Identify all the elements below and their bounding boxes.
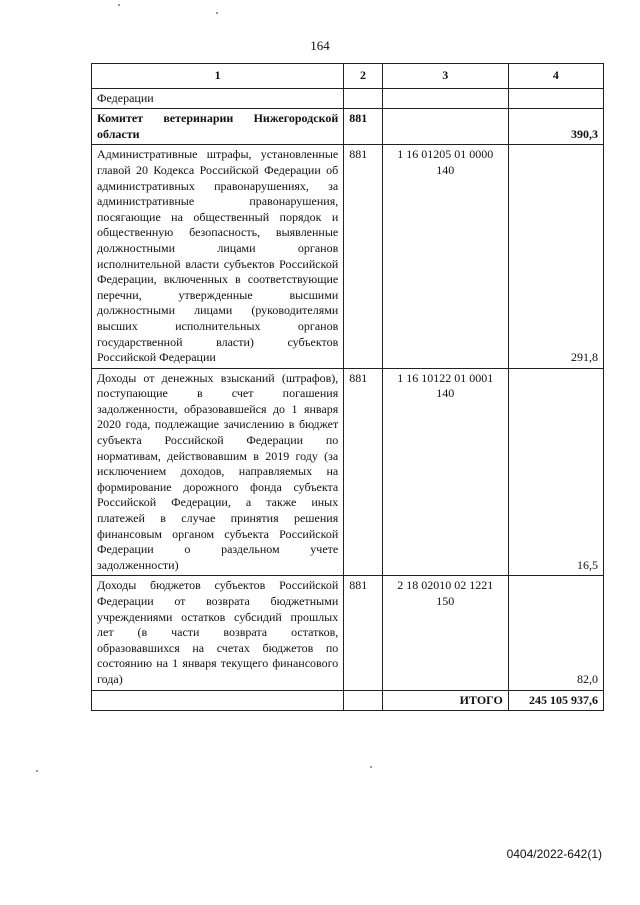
row-admin-code: 881: [344, 576, 382, 690]
scan-speck: [36, 770, 38, 772]
column-header-3: 3: [382, 64, 508, 89]
column-header-2: 2: [344, 64, 382, 89]
table-row: [92, 576, 604, 690]
table-row: [92, 145, 604, 368]
table-row-committee: [92, 109, 604, 145]
row-amount: 291,8: [508, 145, 603, 368]
column-header-4: 4: [508, 64, 603, 89]
row-description: Доходы от денежных взысканий (штрафов), поступающие в счет погашения задолженности, образовавшейся до 1 января 2020 года, подлежащие зачислению в бюджет субъекта Российской Федерации по нормативам, действовавшим в 2019 году (за исключением доходов, направляемых на формирование дорожного фонда субъекта Российской Федерации, а также иных платежей в случае принятия решения финансовым органом субъекта Российской Федерации о раздельном учете задолженности): [92, 368, 344, 576]
total-amount: 245 105 937,6: [508, 690, 603, 711]
table-header-row: [92, 64, 604, 89]
row-description: Комитет ветеринарии Нижегородской области: [92, 109, 344, 145]
row-description: Доходы бюджетов субъектов Российской Федерации от возврата бюджетными учреждениями остатков субсидий прошлых лет (в части возврата остатков, образовавшихся на счетах бюджетов по состоянию на 1 января текущего финансового года): [92, 576, 344, 690]
row-amount: [508, 88, 603, 109]
row-description: Административные штрафы, установленные главой 20 Кодекса Российской Федерации об административных правонарушениях, за административные правонарушения, посягающие на общественный порядок и общественную безопасность, выявленные должностными лицами органов исполнительной власти субъектов Российской Федерации, включенных в соответствующие перечни, утвержденные высшими должностными лицами (руководителями высших исполнительных органов государственной власти) субъектов Российской Федерации: [92, 145, 344, 368]
row-amount: 390,3: [508, 109, 603, 145]
scan-speck: [370, 766, 372, 768]
row-revenue-code: [382, 109, 508, 145]
table-row: [92, 368, 604, 576]
page-number: 164: [310, 38, 330, 53]
row-admin-code: 881: [344, 145, 382, 368]
row-revenue-code: 2 18 02010 02 1221 150: [382, 576, 508, 690]
total-empty-cell: [344, 690, 382, 711]
revenue-table: [91, 63, 604, 711]
row-admin-code: 881: [344, 368, 382, 576]
column-header-1: 1: [92, 64, 344, 89]
scan-speck: [216, 12, 218, 14]
row-revenue-code: 1 16 01205 01 0000 140: [382, 145, 508, 368]
total-empty-cell: [92, 690, 344, 711]
document-code: 0404/2022-642(1): [506, 847, 602, 861]
table-total-row: [92, 690, 604, 711]
row-admin-code: 881: [344, 109, 382, 145]
row-revenue-code: [382, 88, 508, 109]
row-amount: 82,0: [508, 576, 603, 690]
row-admin-code: [344, 88, 382, 109]
row-amount: 16,5: [508, 368, 603, 576]
table-row-continuation: [92, 88, 604, 109]
row-revenue-code: 1 16 10122 01 0001 140: [382, 368, 508, 576]
total-label: ИТОГО: [382, 690, 508, 711]
scan-speck: [118, 4, 120, 6]
row-description: Федерации: [92, 88, 344, 109]
